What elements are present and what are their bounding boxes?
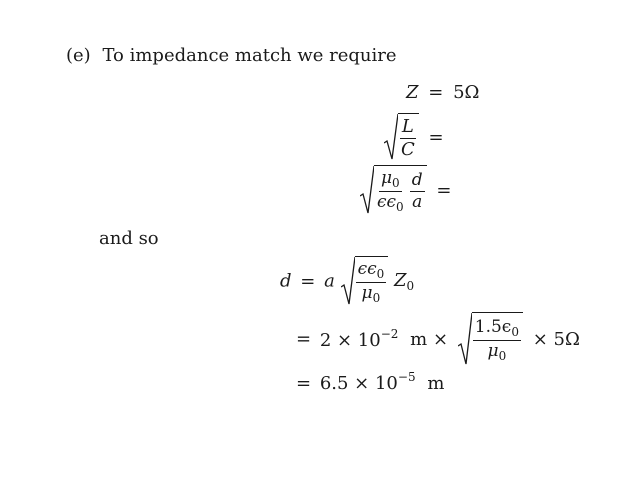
eq1-lhs: Z <box>406 82 419 103</box>
sqrt-mu-eps <box>360 165 427 215</box>
eq1-rhs: 5Ω <box>453 82 480 103</box>
part-label: (e) <box>66 45 91 66</box>
d2-den: μ <box>487 340 499 361</box>
d2-den-sub: 0 <box>498 348 507 363</box>
d2-unit: m × <box>410 328 449 350</box>
eq3-num1-sub: 0 <box>392 175 400 190</box>
radical-sign-icon <box>360 165 374 215</box>
eq3-den1: ϵϵ <box>377 191 397 212</box>
d1-z: Z <box>393 269 407 291</box>
intro-text: To impedance match we require <box>102 45 397 66</box>
derivation-line-1 <box>280 256 414 306</box>
d1-den-sub: 0 <box>372 290 381 305</box>
d1-a: a <box>324 270 335 292</box>
derivation-line-3 <box>296 370 444 394</box>
eq2-num: L <box>401 115 414 137</box>
connector-text: and so <box>99 228 159 249</box>
sqrt-lc <box>384 113 419 161</box>
equation-sqrt-lc <box>384 113 444 161</box>
d1-lhs: d <box>280 270 292 292</box>
eq2-den: C <box>401 138 415 160</box>
d1-num-sub: 0 <box>376 266 385 281</box>
d1-equals: = <box>300 270 316 292</box>
equation-sqrt-mu-eps <box>360 165 451 215</box>
d1-num: ϵϵ <box>357 258 377 279</box>
d2-equals: = <box>296 328 312 350</box>
eq3-den1-sub: 0 <box>396 199 404 214</box>
d2-num-sub: 0 <box>511 324 519 339</box>
equation-z <box>406 82 479 103</box>
radical-sign-icon <box>384 113 398 161</box>
eq3-den2: a <box>412 191 423 212</box>
d3-coef: 6.5 × 10 <box>319 373 398 394</box>
d2-exp: −2 <box>380 327 399 341</box>
sqrt-eps-mu <box>341 256 389 306</box>
d3-unit: m <box>427 373 445 394</box>
d2-coef: 2 × 10 <box>319 330 381 351</box>
d3-exp: −5 <box>397 370 416 384</box>
derivation-line-2 <box>296 312 580 366</box>
radical-sign-icon <box>458 312 472 366</box>
d1-den: μ <box>361 282 373 303</box>
d2-num: 1.5ϵ <box>474 316 512 337</box>
d3-equals: = <box>296 373 312 394</box>
eq3-num1: μ <box>380 167 393 188</box>
radical-sign-icon <box>341 256 355 306</box>
intro-line <box>66 45 397 66</box>
d1-z-sub: 0 <box>406 278 415 293</box>
d2-tail: × 5Ω <box>532 328 580 350</box>
sqrt-1-5-eps-mu <box>458 312 523 366</box>
eq1-equals: = <box>428 82 444 103</box>
eq2-equals: = <box>428 126 444 148</box>
eq3-num2: d <box>411 169 423 190</box>
eq3-equals: = <box>436 179 452 201</box>
